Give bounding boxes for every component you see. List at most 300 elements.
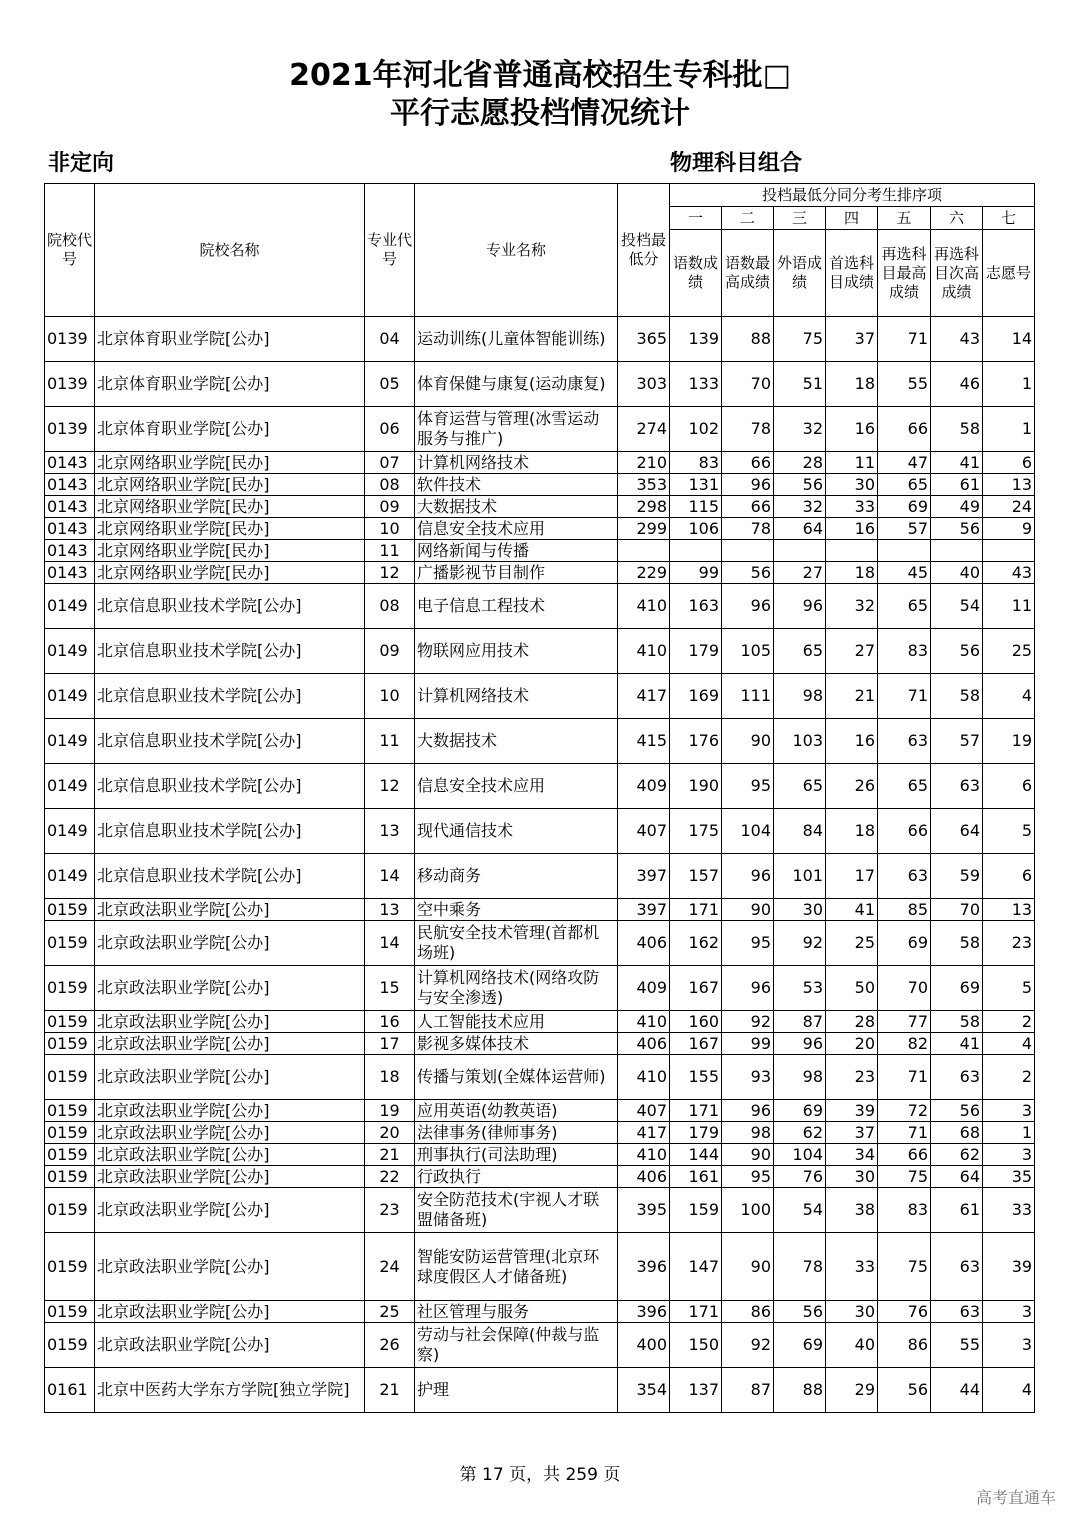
cell-criteria-4: 17: [826, 854, 878, 899]
cell-criteria-1: 157: [670, 854, 722, 899]
cell-criteria-2: 95: [722, 764, 774, 809]
cell-criteria-4: 27: [826, 629, 878, 674]
subject-group-label: 物理科目组合: [670, 151, 803, 176]
cell-criteria-4: 41: [826, 899, 878, 921]
table-row: [45, 540, 1035, 562]
cell-min-score: 303: [618, 362, 670, 407]
cell-major-name: 运动训练(儿童体智能训练): [415, 317, 618, 362]
cell-major-code: 24: [365, 1233, 415, 1301]
cell-criteria-4: 18: [826, 809, 878, 854]
cell-major-code: 13: [365, 899, 415, 921]
cell-major-code: 21: [365, 1368, 415, 1413]
cell-min-score: 410: [618, 584, 670, 629]
cell-min-score: 396: [618, 1233, 670, 1301]
cell-criteria-1: 179: [670, 1122, 722, 1144]
table-row: [45, 474, 1035, 496]
cell-criteria-4: 18: [826, 362, 878, 407]
cell-criteria-3: 28: [774, 452, 826, 474]
cell-major-code: 10: [365, 518, 415, 540]
table-row: [45, 809, 1035, 854]
cell-criteria-7: 4: [983, 1033, 1035, 1055]
cell-criteria-5: 83: [878, 629, 931, 674]
cell-major-code: 26: [365, 1323, 415, 1368]
header-order-1: 一: [670, 207, 722, 230]
cell-school-code: 0159: [45, 1166, 95, 1188]
cell-criteria-4: 40: [826, 1323, 878, 1368]
table-row: [45, 966, 1035, 1011]
cell-criteria-4: 37: [826, 317, 878, 362]
cell-school-code: 0159: [45, 1033, 95, 1055]
cell-major-code: 09: [365, 629, 415, 674]
cell-min-score: 407: [618, 1100, 670, 1122]
cell-criteria-7: 3: [983, 1100, 1035, 1122]
cell-criteria-2: 70: [722, 362, 774, 407]
cell-school-name: 北京信息职业技术学院[公办]: [95, 854, 365, 899]
cell-major-name: 人工智能技术应用: [415, 1011, 618, 1033]
table-row: [45, 1188, 1035, 1233]
cell-school-code: 0159: [45, 921, 95, 966]
header-school-name: 院校名称: [95, 184, 365, 317]
cell-criteria-6: 56: [931, 1100, 983, 1122]
cell-criteria-2: 100: [722, 1188, 774, 1233]
cell-major-name: 劳动与社会保障(仲裁与监察): [415, 1323, 618, 1368]
cell-min-score: 397: [618, 899, 670, 921]
cell-criteria-3: 54: [774, 1188, 826, 1233]
cell-major-code: 09: [365, 496, 415, 518]
cell-criteria-2: 78: [722, 518, 774, 540]
cell-criteria-5: 63: [878, 719, 931, 764]
header-min-score: 投档最低分: [618, 184, 670, 317]
cell-major-name: 法律事务(律师事务): [415, 1122, 618, 1144]
cell-criteria-1: 169: [670, 674, 722, 719]
cell-criteria-7: 25: [983, 629, 1035, 674]
cell-criteria-2: 99: [722, 1033, 774, 1055]
cell-min-score: 396: [618, 1301, 670, 1323]
cell-criteria-7: 1: [983, 362, 1035, 407]
cell-major-name: 安全防范技术(宇视人才联盟储备班): [415, 1188, 618, 1233]
cell-major-name: 信息安全技术应用: [415, 518, 618, 540]
cell-criteria-1: 159: [670, 1188, 722, 1233]
cell-criteria-1: 106: [670, 518, 722, 540]
cell-criteria-7: 39: [983, 1233, 1035, 1301]
cell-school-name: 北京网络职业学院[民办]: [95, 562, 365, 584]
cell-criteria-3: 104: [774, 1144, 826, 1166]
cell-major-name: 计算机网络技术: [415, 452, 618, 474]
cell-criteria-3: 98: [774, 674, 826, 719]
cell-criteria-2: 96: [722, 854, 774, 899]
cell-criteria-5: 66: [878, 809, 931, 854]
cell-school-name: 北京网络职业学院[民办]: [95, 518, 365, 540]
cell-criteria-1: 144: [670, 1144, 722, 1166]
cell-criteria-2: 96: [722, 1100, 774, 1122]
cell-school-name: 北京政法职业学院[公办]: [95, 1100, 365, 1122]
cell-criteria-5: 69: [878, 496, 931, 518]
cell-school-code: 0149: [45, 809, 95, 854]
cell-major-code: 16: [365, 1011, 415, 1033]
cell-min-score: 417: [618, 1122, 670, 1144]
cell-criteria-6: 46: [931, 362, 983, 407]
cell-criteria-3: 103: [774, 719, 826, 764]
cell-criteria-7: 1: [983, 407, 1035, 452]
cell-criteria-1: 155: [670, 1055, 722, 1100]
cell-min-score: 406: [618, 1033, 670, 1055]
cell-criteria-3: 32: [774, 496, 826, 518]
table-row: [45, 1301, 1035, 1323]
table-row: [45, 921, 1035, 966]
cell-criteria-7: 13: [983, 474, 1035, 496]
cell-major-name: 护理: [415, 1368, 618, 1413]
cell-major-name: 传播与策划(全媒体运营师): [415, 1055, 618, 1100]
cell-major-name: 民航安全技术管理(首都机场班): [415, 921, 618, 966]
cell-school-code: 0159: [45, 966, 95, 1011]
table-row: [45, 764, 1035, 809]
cell-criteria-7: 13: [983, 899, 1035, 921]
cell-criteria-5: 75: [878, 1166, 931, 1188]
cell-criteria-2: 105: [722, 629, 774, 674]
cell-criteria-1: 163: [670, 584, 722, 629]
cell-criteria-6: 41: [931, 452, 983, 474]
cell-criteria-2: [722, 540, 774, 562]
cell-school-name: 北京政法职业学院[公办]: [95, 1188, 365, 1233]
page-number: 第 17 页，共 259 页: [459, 1465, 621, 1485]
cell-min-score: 400: [618, 1323, 670, 1368]
cell-school-code: 0149: [45, 719, 95, 764]
cell-criteria-5: 69: [878, 921, 931, 966]
table-row: [45, 1033, 1035, 1055]
cell-school-name: 北京政法职业学院[公办]: [95, 1323, 365, 1368]
cell-school-name: 北京政法职业学院[公办]: [95, 1233, 365, 1301]
cell-criteria-5: 65: [878, 474, 931, 496]
table-row: [45, 899, 1035, 921]
cell-criteria-4: 34: [826, 1144, 878, 1166]
cell-criteria-4: 32: [826, 584, 878, 629]
cell-school-name: 北京政法职业学院[公办]: [95, 921, 365, 966]
cell-major-code: 14: [365, 854, 415, 899]
cell-school-code: 0139: [45, 407, 95, 452]
cell-criteria-4: 33: [826, 1233, 878, 1301]
cell-criteria-1: 176: [670, 719, 722, 764]
cell-criteria-7: 11: [983, 584, 1035, 629]
cell-school-code: 0139: [45, 362, 95, 407]
cell-criteria-2: 95: [722, 921, 774, 966]
cell-school-code: 0143: [45, 496, 95, 518]
table-row: [45, 1233, 1035, 1301]
cell-criteria-6: 70: [931, 899, 983, 921]
cell-criteria-1: 171: [670, 899, 722, 921]
cell-criteria-3: [774, 540, 826, 562]
cell-criteria-1: 147: [670, 1233, 722, 1301]
cell-major-code: 14: [365, 921, 415, 966]
cell-criteria-2: 92: [722, 1323, 774, 1368]
cell-criteria-5: 76: [878, 1301, 931, 1323]
cell-criteria-7: 35: [983, 1166, 1035, 1188]
cell-criteria-6: 62: [931, 1144, 983, 1166]
cell-min-score: 395: [618, 1188, 670, 1233]
cell-school-code: 0159: [45, 1144, 95, 1166]
cell-criteria-4: 50: [826, 966, 878, 1011]
table-row: [45, 562, 1035, 584]
cell-school-code: 0143: [45, 540, 95, 562]
cell-criteria-1: 102: [670, 407, 722, 452]
table-row: [45, 1122, 1035, 1144]
cell-criteria-4: 37: [826, 1122, 878, 1144]
cell-criteria-4: 30: [826, 1301, 878, 1323]
cell-criteria-7: 24: [983, 496, 1035, 518]
cell-min-score: 406: [618, 1166, 670, 1188]
cell-criteria-1: 167: [670, 1033, 722, 1055]
cell-criteria-6: [931, 540, 983, 562]
cell-criteria-7: 3: [983, 1301, 1035, 1323]
cell-school-code: 0159: [45, 1122, 95, 1144]
cell-criteria-6: 58: [931, 921, 983, 966]
header-criteria-5: 再选科目最高成绩: [878, 230, 931, 317]
cell-criteria-3: 84: [774, 809, 826, 854]
cell-major-code: 23: [365, 1188, 415, 1233]
cell-school-name: 北京政法职业学院[公办]: [95, 1011, 365, 1033]
cell-school-name: 北京政法职业学院[公办]: [95, 966, 365, 1011]
cell-criteria-5: 56: [878, 1368, 931, 1413]
cell-criteria-3: 88: [774, 1368, 826, 1413]
table-row: [45, 518, 1035, 540]
cell-criteria-6: 69: [931, 966, 983, 1011]
cell-criteria-1: 175: [670, 809, 722, 854]
cell-criteria-3: 53: [774, 966, 826, 1011]
cell-school-name: 北京中医药大学东方学院[独立学院]: [95, 1368, 365, 1413]
cell-criteria-2: 111: [722, 674, 774, 719]
cell-criteria-5: 71: [878, 674, 931, 719]
table-row: [45, 1323, 1035, 1368]
header-ranking-group: 投档最低分同分考生排序项: [670, 184, 1035, 207]
cell-criteria-5: 47: [878, 452, 931, 474]
cell-criteria-2: 90: [722, 1233, 774, 1301]
cell-criteria-6: 57: [931, 719, 983, 764]
cell-min-score: 229: [618, 562, 670, 584]
cell-criteria-1: 137: [670, 1368, 722, 1413]
cell-criteria-7: 4: [983, 674, 1035, 719]
table-row: [45, 1011, 1035, 1033]
cell-min-score: 397: [618, 854, 670, 899]
cell-school-code: 0159: [45, 1188, 95, 1233]
cell-major-code: 07: [365, 452, 415, 474]
cell-criteria-2: 93: [722, 1055, 774, 1100]
cell-major-name: 体育保健与康复(运动康复): [415, 362, 618, 407]
cell-major-code: 18: [365, 1055, 415, 1100]
cell-major-code: 05: [365, 362, 415, 407]
cell-criteria-5: 57: [878, 518, 931, 540]
cell-criteria-6: 63: [931, 1301, 983, 1323]
cell-criteria-6: 63: [931, 764, 983, 809]
cell-criteria-3: 51: [774, 362, 826, 407]
cell-min-score: 299: [618, 518, 670, 540]
table-row: [45, 1166, 1035, 1188]
cell-school-name: 北京政法职业学院[公办]: [95, 1033, 365, 1055]
cell-min-score: 410: [618, 1144, 670, 1166]
cell-criteria-3: 96: [774, 1033, 826, 1055]
page-title-line-2: 平行志愿投档情况统计: [390, 96, 690, 131]
cell-criteria-3: 96: [774, 584, 826, 629]
header-school-code: 院校代号: [45, 184, 95, 317]
cell-min-score: 353: [618, 474, 670, 496]
cell-major-code: 17: [365, 1033, 415, 1055]
cell-criteria-6: 64: [931, 809, 983, 854]
table-row: [45, 1368, 1035, 1413]
cell-criteria-4: 16: [826, 407, 878, 452]
cell-criteria-1: 133: [670, 362, 722, 407]
cell-school-code: 0143: [45, 518, 95, 540]
cell-criteria-2: 92: [722, 1011, 774, 1033]
cell-criteria-6: 59: [931, 854, 983, 899]
cell-major-code: 10: [365, 674, 415, 719]
header-order-3: 三: [774, 207, 826, 230]
header-order-2: 二: [722, 207, 774, 230]
table-row: [45, 1100, 1035, 1122]
header-criteria-1: 语数成绩: [670, 230, 722, 317]
cell-min-score: 298: [618, 496, 670, 518]
cell-criteria-6: 58: [931, 407, 983, 452]
cell-min-score: 274: [618, 407, 670, 452]
cell-criteria-6: 44: [931, 1368, 983, 1413]
cell-min-score: 410: [618, 1011, 670, 1033]
cell-criteria-5: 71: [878, 317, 931, 362]
cell-criteria-1: 167: [670, 966, 722, 1011]
cell-criteria-3: 64: [774, 518, 826, 540]
cell-major-code: 12: [365, 764, 415, 809]
cell-criteria-6: 68: [931, 1122, 983, 1144]
table-row: [45, 854, 1035, 899]
cell-criteria-5: 66: [878, 1144, 931, 1166]
cell-criteria-4: 33: [826, 496, 878, 518]
cell-criteria-3: 98: [774, 1055, 826, 1100]
cell-major-code: 08: [365, 474, 415, 496]
cell-criteria-6: 49: [931, 496, 983, 518]
cell-criteria-4: 30: [826, 474, 878, 496]
cell-criteria-1: 115: [670, 496, 722, 518]
cell-criteria-3: 56: [774, 474, 826, 496]
cell-school-code: 0143: [45, 562, 95, 584]
cell-criteria-4: 38: [826, 1188, 878, 1233]
cell-criteria-7: 43: [983, 562, 1035, 584]
cell-min-score: [618, 540, 670, 562]
cell-criteria-6: 40: [931, 562, 983, 584]
cell-major-name: 现代通信技术: [415, 809, 618, 854]
header-order-7: 七: [983, 207, 1035, 230]
table-row: [45, 452, 1035, 474]
cell-criteria-2: 66: [722, 496, 774, 518]
cell-major-code: 11: [365, 719, 415, 764]
cell-major-name: 行政执行: [415, 1166, 618, 1188]
cell-criteria-6: 61: [931, 474, 983, 496]
cell-min-score: 210: [618, 452, 670, 474]
cell-min-score: 406: [618, 921, 670, 966]
cell-major-name: 物联网应用技术: [415, 629, 618, 674]
cell-major-name: 电子信息工程技术: [415, 584, 618, 629]
cell-major-code: 21: [365, 1144, 415, 1166]
cell-criteria-1: 171: [670, 1100, 722, 1122]
cell-criteria-3: 78: [774, 1233, 826, 1301]
header-criteria-4: 首选科目成绩: [826, 230, 878, 317]
cell-criteria-1: 160: [670, 1011, 722, 1033]
cell-criteria-6: 63: [931, 1233, 983, 1301]
cell-criteria-2: 90: [722, 719, 774, 764]
cell-criteria-7: 2: [983, 1011, 1035, 1033]
cell-criteria-7: [983, 540, 1035, 562]
cell-major-code: 25: [365, 1301, 415, 1323]
cell-criteria-5: 71: [878, 1055, 931, 1100]
cell-major-code: 04: [365, 317, 415, 362]
cell-criteria-3: 101: [774, 854, 826, 899]
cell-school-code: 0159: [45, 899, 95, 921]
header-major-code: 专业代号: [365, 184, 415, 317]
cell-criteria-7: 6: [983, 764, 1035, 809]
cell-school-code: 0143: [45, 474, 95, 496]
cell-criteria-7: 9: [983, 518, 1035, 540]
cell-criteria-7: 33: [983, 1188, 1035, 1233]
cell-major-name: 计算机网络技术: [415, 674, 618, 719]
cell-criteria-1: 83: [670, 452, 722, 474]
table-row: [45, 719, 1035, 764]
cell-school-name: 北京体育职业学院[公办]: [95, 407, 365, 452]
cell-major-name: 刑事执行(司法助理): [415, 1144, 618, 1166]
cell-criteria-2: 78: [722, 407, 774, 452]
cell-criteria-3: 75: [774, 317, 826, 362]
cell-school-code: 0149: [45, 584, 95, 629]
cell-school-name: 北京信息职业技术学院[公办]: [95, 719, 365, 764]
table-row: [45, 629, 1035, 674]
cell-min-score: 354: [618, 1368, 670, 1413]
cell-school-code: 0149: [45, 674, 95, 719]
cell-major-name: 体育运营与管理(冰雪运动服务与推广): [415, 407, 618, 452]
cell-school-code: 0139: [45, 317, 95, 362]
cell-criteria-7: 5: [983, 809, 1035, 854]
cell-criteria-6: 63: [931, 1055, 983, 1100]
table-body: [45, 317, 1035, 1413]
cell-major-name: 大数据技术: [415, 496, 618, 518]
cell-criteria-4: 25: [826, 921, 878, 966]
table-row: [45, 674, 1035, 719]
cell-criteria-7: 19: [983, 719, 1035, 764]
cell-major-code: 06: [365, 407, 415, 452]
cell-school-code: 0159: [45, 1011, 95, 1033]
cell-school-code: 0149: [45, 854, 95, 899]
cell-criteria-4: 23: [826, 1055, 878, 1100]
cell-criteria-2: 86: [722, 1301, 774, 1323]
cell-criteria-1: 190: [670, 764, 722, 809]
cell-major-code: 19: [365, 1100, 415, 1122]
cell-criteria-7: 14: [983, 317, 1035, 362]
cell-school-code: 0159: [45, 1100, 95, 1122]
cell-criteria-1: 162: [670, 921, 722, 966]
header-major-name: 专业名称: [415, 184, 618, 317]
cell-criteria-4: 39: [826, 1100, 878, 1122]
cell-min-score: 409: [618, 764, 670, 809]
cell-criteria-4: [826, 540, 878, 562]
cell-school-code: 0161: [45, 1368, 95, 1413]
cell-criteria-5: 65: [878, 764, 931, 809]
cell-criteria-7: 23: [983, 921, 1035, 966]
cell-school-code: 0159: [45, 1055, 95, 1100]
cell-min-score: 417: [618, 674, 670, 719]
cell-criteria-6: 55: [931, 1323, 983, 1368]
cell-criteria-1: 161: [670, 1166, 722, 1188]
cell-school-name: 北京政法职业学院[公办]: [95, 899, 365, 921]
cell-school-name: 北京政法职业学院[公办]: [95, 1055, 365, 1100]
cell-school-name: 北京政法职业学院[公办]: [95, 1166, 365, 1188]
cell-criteria-2: 96: [722, 474, 774, 496]
cell-criteria-3: 76: [774, 1166, 826, 1188]
cell-criteria-2: 88: [722, 317, 774, 362]
watermark: 高考直通车: [975, 1488, 1056, 1507]
cell-criteria-7: 6: [983, 452, 1035, 474]
